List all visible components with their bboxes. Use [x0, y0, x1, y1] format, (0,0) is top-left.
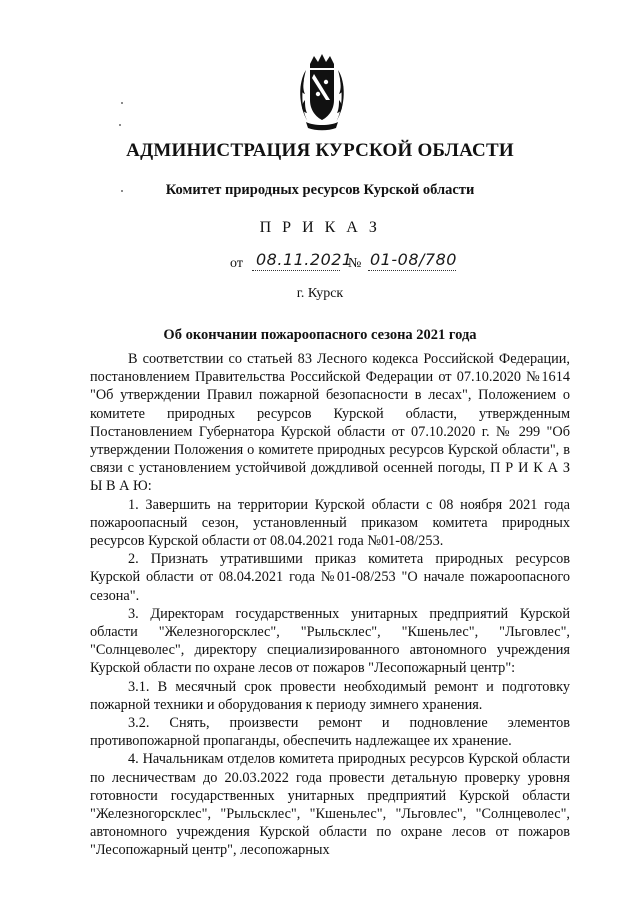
number-underline [368, 270, 456, 271]
document-type: П Р И К А З [259, 219, 381, 236]
scan-speck [121, 102, 123, 104]
number-handwritten: 01-08/780 [370, 250, 457, 269]
committee-name: Комитет природных ресурсов Курской области [165, 182, 475, 198]
paragraph-preamble: В соответствии со статьей 83 Лесного кодекса Российской Федерации, постановлением Правительства Российской Федерации от 07.10.2020 №1614 "Об утверждении Правил пожарной безопасности в лесах", Положением о комитете природных ресурсов Курской области, утвержденным Постановлением Губернатора Курской области от 07.10.2020 г. № 299 "Об утверждении Положения о комитете природных ресурсов Курской области", в связи с установлением устойчивой дождливой осенней погоды, П Р И К А З Ы В А Ю: [90, 351, 570, 495]
document-title: Об окончании пожароопасного сезона 2021 года [163, 327, 477, 343]
date-handwritten: 08.11.2021 [256, 250, 353, 269]
scan-speck [119, 124, 121, 126]
paragraph-item-3-2: 3.2. Снять, произвести ремонт и подновление элементов противопожарной пропаганды, обеспечить надлежащее их хранение. [90, 715, 570, 750]
number-label: № [348, 256, 362, 271]
paragraph-item-2: 2. Признать утратившими приказ комитета природных ресурсов Курской области от 08.04.2021 года №01-08/253 "О начале пожароопасного сезона". [90, 551, 570, 604]
order-date-number-line [230, 250, 470, 276]
date-underline [252, 270, 340, 271]
paragraph-item-4: 4. Начальникам отделов комитета природных ресурсов Курской области по лесничествам до 20.03.2022 года провести детальную проверку уровня готовности государственных унитарных предприятий Курской области "Железногорсклес", "Рыльсклес", "Кшеньлес", "Льговлес", "Солнцеволес", автономного учреждения Курской области по охране лесов от пожаров "Лесопожарный центр", лесопожарных [90, 751, 570, 859]
paragraph-item-1: 1. Завершить на территории Курской области с 08 ноября 2021 года пожароопасный сезон, установленный приказом комитета природных ресурсов Курской области от 08.04.2021 года №01-08/253. [90, 496, 570, 550]
coat-of-arms-icon [296, 52, 348, 132]
paragraph-item-3-1: 3.1. В месячный срок провести необходимый ремонт и подготовку пожарной техники и оборудования к периоду зимнего хранения. [90, 678, 570, 713]
city: г. Курск [296, 286, 344, 301]
document-body [90, 350, 570, 860]
administration-title: АДМИНИСТРАЦИЯ КУРСКОЙ ОБЛАСТИ [126, 140, 514, 161]
paragraph-item-3: 3. Директорам государственных унитарных предприятий Курской области "Железногорсклес", "Рыльсклес", "Кшеньлес", "Льговлес", "Солнцеволес", директору специализированного автономного учреждения Курской области по охране лесов от пожаров "Лесопожарный центр": [90, 605, 570, 677]
date-label: от [230, 256, 243, 271]
